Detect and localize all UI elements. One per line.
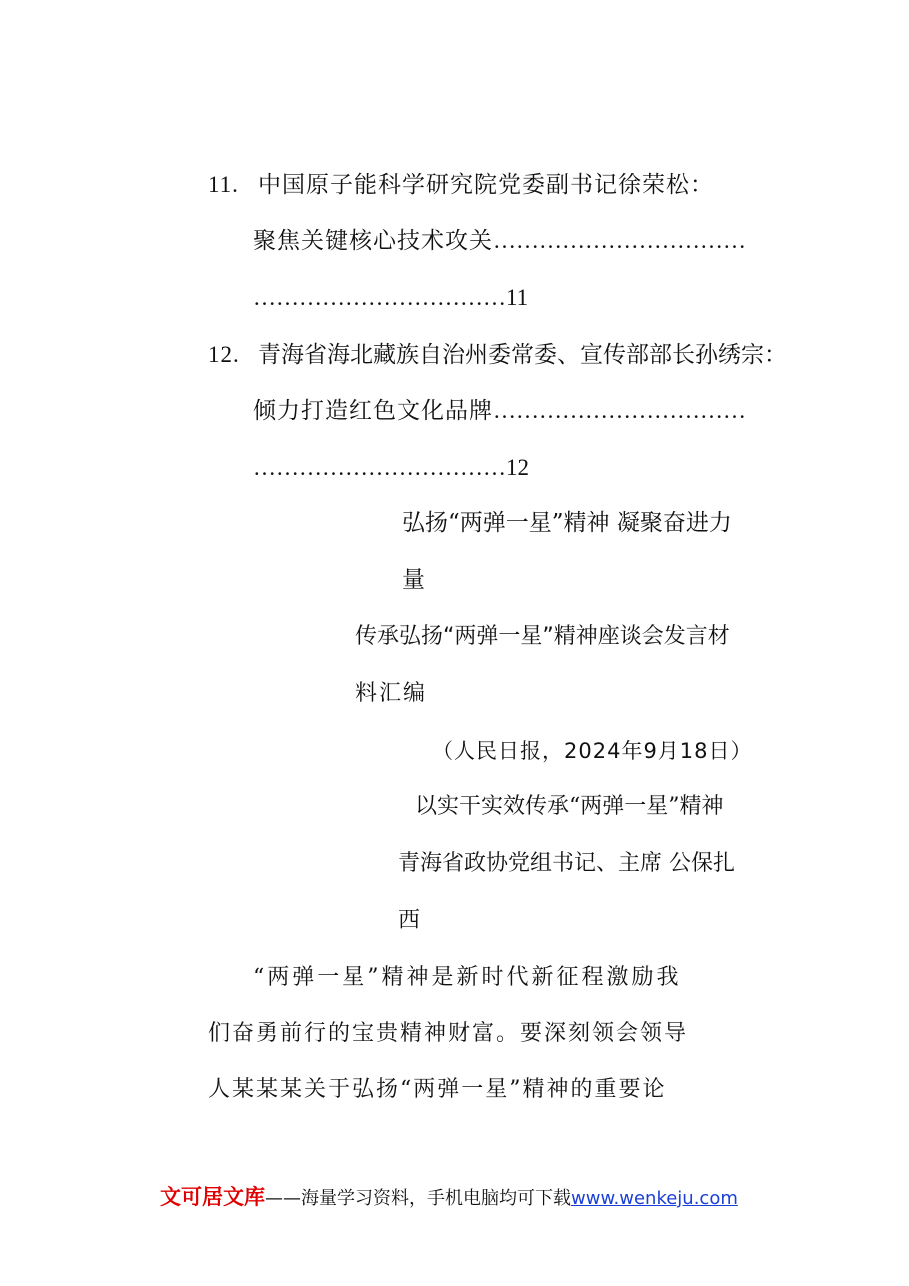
section-subtitle-line2: 料汇编 bbox=[355, 681, 428, 706]
toc-item-subtitle: 聚焦关键核心技术攻关 bbox=[253, 228, 493, 254]
toc-item-heading: 中国原子能科学研究院党委副书记徐荣松： bbox=[258, 172, 714, 198]
article-paragraph-line: 人某某某关于弘扬“两弹一星”精神的重要论 bbox=[208, 1077, 667, 1102]
toc-page-number: 11 bbox=[506, 285, 529, 310]
section-subtitle-line1: 传承弘扬“两弹一星”精神座谈会发言材 bbox=[355, 624, 730, 649]
article-paragraph-line: “两弹一星”精神是新时代新征程激励我 bbox=[253, 965, 682, 990]
section-source: （人民日报，2024年9月18日） bbox=[432, 739, 753, 763]
toc-item-11-page-line bbox=[253, 283, 528, 313]
toc-leader-dots: …………………………… bbox=[493, 228, 746, 253]
toc-leader-dots: …………………………… bbox=[253, 285, 506, 310]
footer-url-link[interactable]: www.wenkeju.com bbox=[571, 1188, 738, 1209]
article-author-line2: 西 bbox=[398, 908, 423, 933]
section-title-line2: 量 bbox=[402, 567, 426, 593]
toc-item-11-heading bbox=[208, 170, 714, 200]
section-title-line1: 弘扬“两弹一星”精神 凝聚奋进力 bbox=[402, 510, 732, 536]
toc-item-12-page-line bbox=[253, 453, 529, 483]
toc-item-11-subtitle bbox=[253, 226, 746, 256]
article-title: 以实干实效传承“两弹一星”精神 bbox=[415, 794, 724, 819]
toc-item-subtitle: 倾力打造红色文化品牌 bbox=[253, 398, 493, 424]
toc-page-number: 12 bbox=[506, 455, 529, 480]
toc-item-12-heading bbox=[208, 340, 787, 370]
footer-brand: 文可居文库 bbox=[160, 1185, 265, 1209]
toc-item-number: 12. bbox=[208, 342, 240, 367]
article-paragraph-line: 们奋勇前行的宝贵精神财富。要深刻领会领导 bbox=[208, 1021, 689, 1046]
footer-tagline: ——海量学习资料，手机电脑均可下载 bbox=[265, 1188, 571, 1209]
toc-item-12-subtitle bbox=[253, 396, 746, 426]
toc-item-heading: 青海省海北藏族自治州委常委、宣传部部长孙绣宗： bbox=[258, 342, 787, 368]
toc-leader-dots: …………………………… bbox=[253, 455, 506, 480]
page-footer bbox=[160, 1183, 738, 1213]
toc-leader-dots: …………………………… bbox=[493, 398, 746, 423]
article-author-line1: 青海省政协党组书记、主席 公保扎 bbox=[398, 851, 735, 876]
toc-item-number: 11. bbox=[208, 172, 239, 197]
